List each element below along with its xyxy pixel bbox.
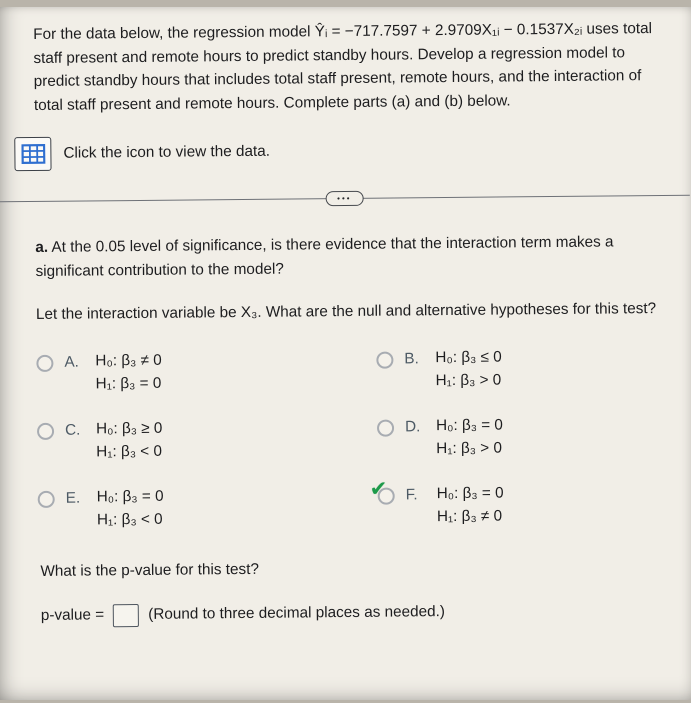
radio-button[interactable] xyxy=(37,423,54,440)
null-hypothesis: H₀: β₃ = 0 xyxy=(97,488,164,507)
rounding-hint: (Round to three decimal places as needed.) xyxy=(148,603,445,624)
p-value-question: What is the p-value for this test? xyxy=(40,554,691,584)
choice-letter: C. xyxy=(65,421,85,439)
hypothesis-pair xyxy=(437,484,504,526)
choice-letter: A. xyxy=(64,353,84,371)
choice-letter: D. xyxy=(405,418,425,436)
choice-letter: F. xyxy=(406,486,426,504)
alt-hypothesis: H₁: β₃ < 0 xyxy=(96,443,162,462)
alt-hypothesis: H₁: β₃ > 0 xyxy=(436,439,503,458)
answer-choices xyxy=(36,347,663,530)
alt-hypothesis: H₁: β₃ = 0 xyxy=(96,375,162,394)
p-value-input[interactable] xyxy=(113,604,139,627)
answer-choice-e[interactable] xyxy=(38,486,378,530)
answer-choice-b[interactable] xyxy=(376,347,661,391)
alt-hypothesis: H₁: β₃ ≠ 0 xyxy=(437,507,504,526)
p-value-answer-row xyxy=(41,598,691,627)
answer-choice-d[interactable] xyxy=(377,415,662,459)
exercise-content xyxy=(0,4,691,703)
radio-wrap xyxy=(38,491,55,508)
radio-wrap xyxy=(37,423,54,440)
part-a-question-text: At the 0.05 level of significance, is there evidence that the interaction term makes a significant contribution to the model? xyxy=(35,233,613,279)
alt-hypothesis: H₁: β₃ > 0 xyxy=(436,371,502,390)
radio-wrap xyxy=(378,487,395,504)
hypothesis-pair xyxy=(95,352,162,394)
choice-letter: E. xyxy=(66,489,86,507)
radio-wrap xyxy=(377,419,394,436)
alt-hypothesis: H₁: β₃ < 0 xyxy=(97,511,164,530)
radio-wrap xyxy=(376,351,393,368)
part-a-label: a. xyxy=(35,239,48,256)
radio-button[interactable] xyxy=(38,491,55,508)
null-hypothesis: H₀: β₃ ≠ 0 xyxy=(95,352,161,371)
hypothesis-pair xyxy=(96,420,163,462)
hypothesis-prompt: Let the interaction variable be X₃. What are the null and alternative hypotheses for this test? xyxy=(36,297,657,327)
p-value-label: p-value = xyxy=(41,606,105,625)
hypothesis-pair xyxy=(97,488,164,530)
answer-choice-c[interactable] xyxy=(37,418,377,462)
hypothesis-pair xyxy=(435,348,502,390)
view-data-row xyxy=(14,131,689,171)
part-a-question xyxy=(35,230,662,283)
null-hypothesis: H₀: β₃ ≥ 0 xyxy=(96,420,162,439)
radio-wrap xyxy=(36,355,53,372)
ellipsis-toggle-button[interactable]: ••• xyxy=(325,191,364,206)
view-data-button[interactable] xyxy=(14,137,51,171)
choice-letter: B. xyxy=(404,350,424,368)
section-divider xyxy=(0,185,690,214)
radio-button[interactable] xyxy=(36,355,53,372)
table-grid-icon xyxy=(21,144,45,164)
answer-choice-a[interactable] xyxy=(36,350,376,394)
radio-button[interactable] xyxy=(377,419,394,436)
answer-choice-f-selected[interactable] xyxy=(378,483,663,527)
hypothesis-pair xyxy=(436,416,503,458)
null-hypothesis: H₀: β₃ = 0 xyxy=(436,416,503,435)
exercise-page xyxy=(0,7,691,700)
null-hypothesis: H₀: β₃ ≤ 0 xyxy=(435,348,501,367)
selected-check-icon: ✔ xyxy=(370,479,388,500)
radio-button[interactable] xyxy=(376,351,393,368)
problem-statement: For the data below, the regression model Ŷᵢ = −717.7597 + 2.9709X₁ᵢ − 0.1537X₂ᵢ uses total staff present and remote hours to predict standby hours. Develop a regression model to predict standby hours that includes total staff present, remote hours, and the interaction of total staff present and remote hours. Complete parts (a) and (b) below. xyxy=(33,17,665,118)
view-data-label: Click the icon to view the data. xyxy=(63,140,270,166)
null-hypothesis: H₀: β₃ = 0 xyxy=(437,484,504,503)
